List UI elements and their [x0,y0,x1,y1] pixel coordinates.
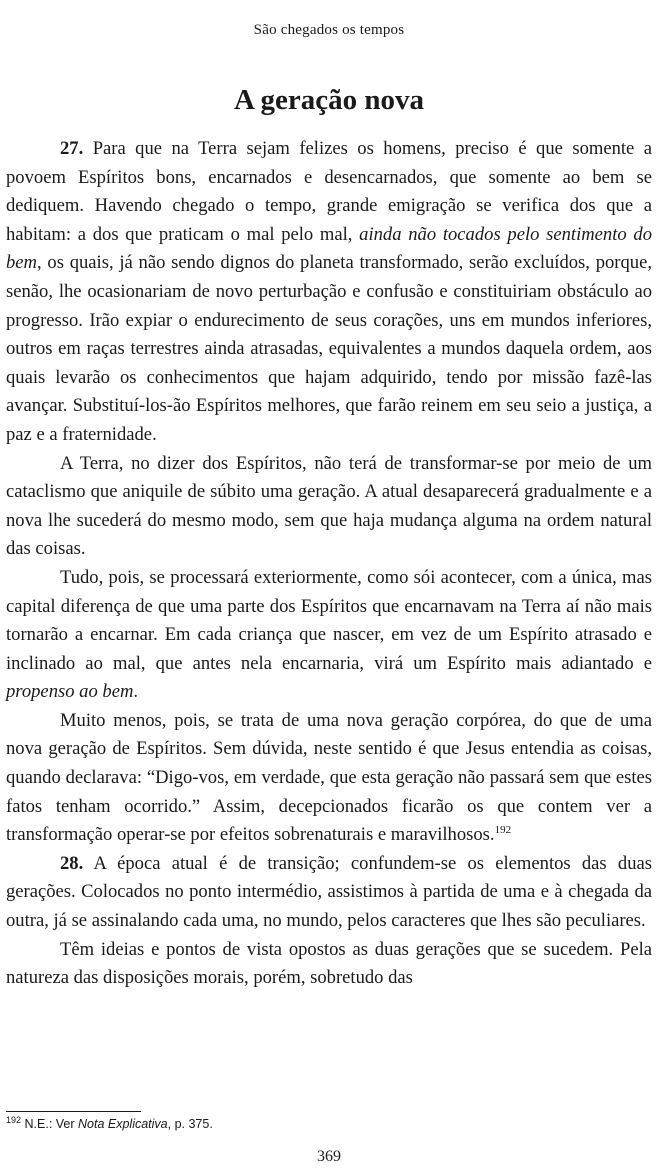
footnote-text: N.E.: Ver [21,1117,78,1131]
paragraph-text: A época atual é de transição; confundem-se os elementos das duas gerações. Colocados no ponto intermédio, assistimos à partida de uma e à chegada da outra, já se assinalando cada uma, no mundo, pelos caracteres que lhes são peculiares. [6,852,652,932]
paragraph-text: , os quais, já não sendo dignos do planeta transformado, serão excluídos, porque, senão, lhe ocasionariam de novo perturbação e confusão e constituiriam obstáculo ao progresso. Irão expiar o endurecimento de seus corações, uns em mundos inferiores, outros em raças terrestres ainda atrasadas, equivalentes a mundos daquela ordem, aos quais levarão os conhecimentos que hajam adquirido, tendo por missão fazê-las avançar. Substituí-los-ão Espíritos melhores, que farão reinem em seu seio a justiça, a paz e a fraternidade. [6,252,652,445]
paragraph-28 [6,850,652,936]
paragraph-27 [6,135,652,450]
paragraph [6,450,652,564]
page-number: 369 [317,1148,341,1165]
footnote [6,1114,646,1131]
paragraph-text: Tudo, pois, se processará exteriormente, como sói acontecer, com a única, mas capital diferença de que uma parte dos Espíritos que encarnavam na Terra aí não mais tornarão a encarnar. Em cada criança que nascer, em vez de um Espírito atrasado e inclinado ao mal, que antes nela encarnaria, virá um Espírito mais adiantado e [6,566,652,674]
paragraph-text: Muito menos, pois, se trata de uma nova geração corpórea, do que de uma nova geração de Espíritos. Sem dúvida, neste sentido é que Jesus entendia as coisas, quando declarava: “Digo-vos, em verdade, que esta geração não passará sem que estes fatos tenham ocorrido.” Assim, decepcionados ficarão os que contem ver a transformação operar-se por efeitos sobrenaturais e maravilhosos. [6,709,652,846]
footnote-text: , p. 375. [167,1117,213,1131]
running-head: São chegados os tempos [253,22,405,38]
footnote-divider [6,1111,141,1112]
paragraph-number: 27. [60,138,84,159]
paragraph [6,936,652,993]
paragraph [6,564,652,707]
footnote-italic: Nota Explicativa [78,1117,168,1131]
paragraph-number: 28. [60,852,84,874]
paragraph-text: . [133,681,139,703]
paragraph-text: A Terra, no dizer dos Espíritos, não terá de transformar-se por meio de um cataclismo que aniquile de súbito uma geração. A atual desaparecerá gradualmente e a nova lhe sucederá do mesmo modo, sem que haja mudança alguma na ordem natural das coisas. [6,452,652,560]
footnote-mark: 192 [6,1114,22,1125]
footnote-reference[interactable]: 192 [494,824,512,837]
section-title: A geração nova [233,84,425,116]
italic-phrase: ainda não tocados pelo sentimento do bem [6,223,652,274]
paragraph-text: Para que na Terra sejam felizes os homens, preciso é que somente a povoem Espíritos bons, encarnados e desencarnados, que somente ao bem se dediquem. Havendo chegado o tempo, grande emigração se verifica dos que a habitam: a dos que praticam o mal pelo mal, [6,138,652,245]
paragraph [6,707,652,850]
paragraph-text: Têm ideias e pontos de vista opostos as duas gerações que se sucedem. Pela natureza das disposições morais, porém, sobretudo das [6,938,652,989]
body-text [6,135,652,993]
italic-phrase: propenso ao bem [6,681,134,703]
